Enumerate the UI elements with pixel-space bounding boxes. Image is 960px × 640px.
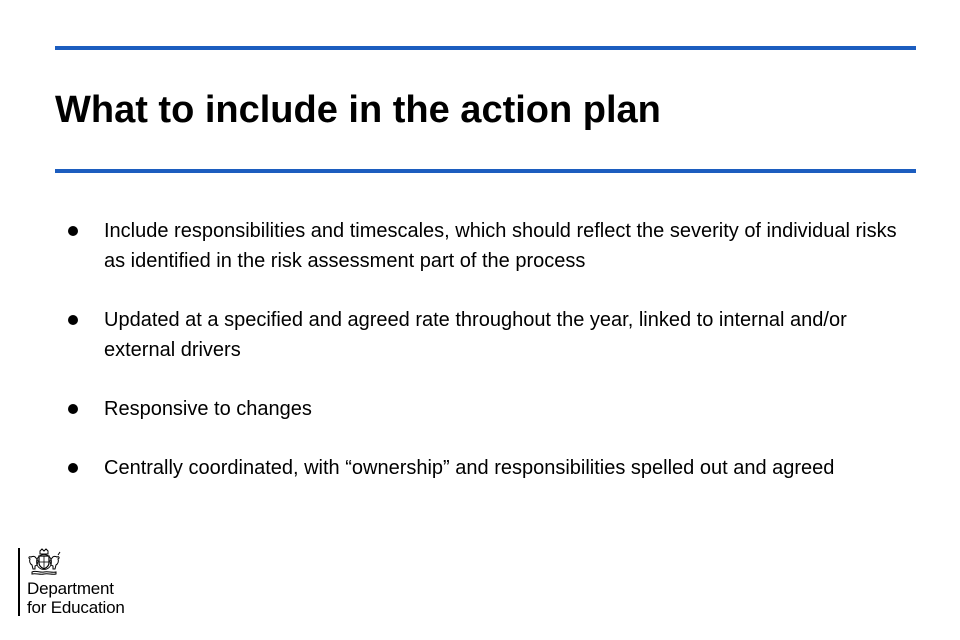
bullet-dot-icon: [68, 315, 78, 325]
slide-title: What to include in the action plan: [55, 89, 661, 131]
bullet-text: Centrally coordinated, with “ownership” and responsibilities spelled out and agreed: [104, 457, 835, 479]
bullet-text: Include responsibilities and timescales, which should reflect the severity of individual risks as identified in the risk assessment part of the process: [104, 220, 897, 272]
logo-divider: [18, 548, 20, 616]
bullet-item: [66, 216, 916, 276]
bullet-item: [66, 305, 916, 365]
bullet-dot-icon: [68, 404, 78, 414]
bullet-text: Updated at a specified and agreed rate throughout the year, linked to internal and/or external drivers: [104, 309, 847, 361]
bullet-item: [66, 453, 916, 483]
bullet-text: Responsive to changes: [104, 398, 312, 420]
department-for-education-logo: [18, 548, 158, 616]
bullet-list: [66, 216, 916, 512]
logo-text: [27, 579, 125, 617]
royal-crest-icon: [27, 548, 61, 576]
title-bottom-rule: [55, 169, 916, 173]
bullet-item: [66, 394, 916, 424]
bullet-dot-icon: [68, 226, 78, 236]
logo-line-for-education: for Education: [27, 598, 125, 617]
bullet-dot-icon: [68, 463, 78, 473]
title-top-rule: [55, 46, 916, 50]
logo-line-department: Department: [27, 579, 114, 598]
